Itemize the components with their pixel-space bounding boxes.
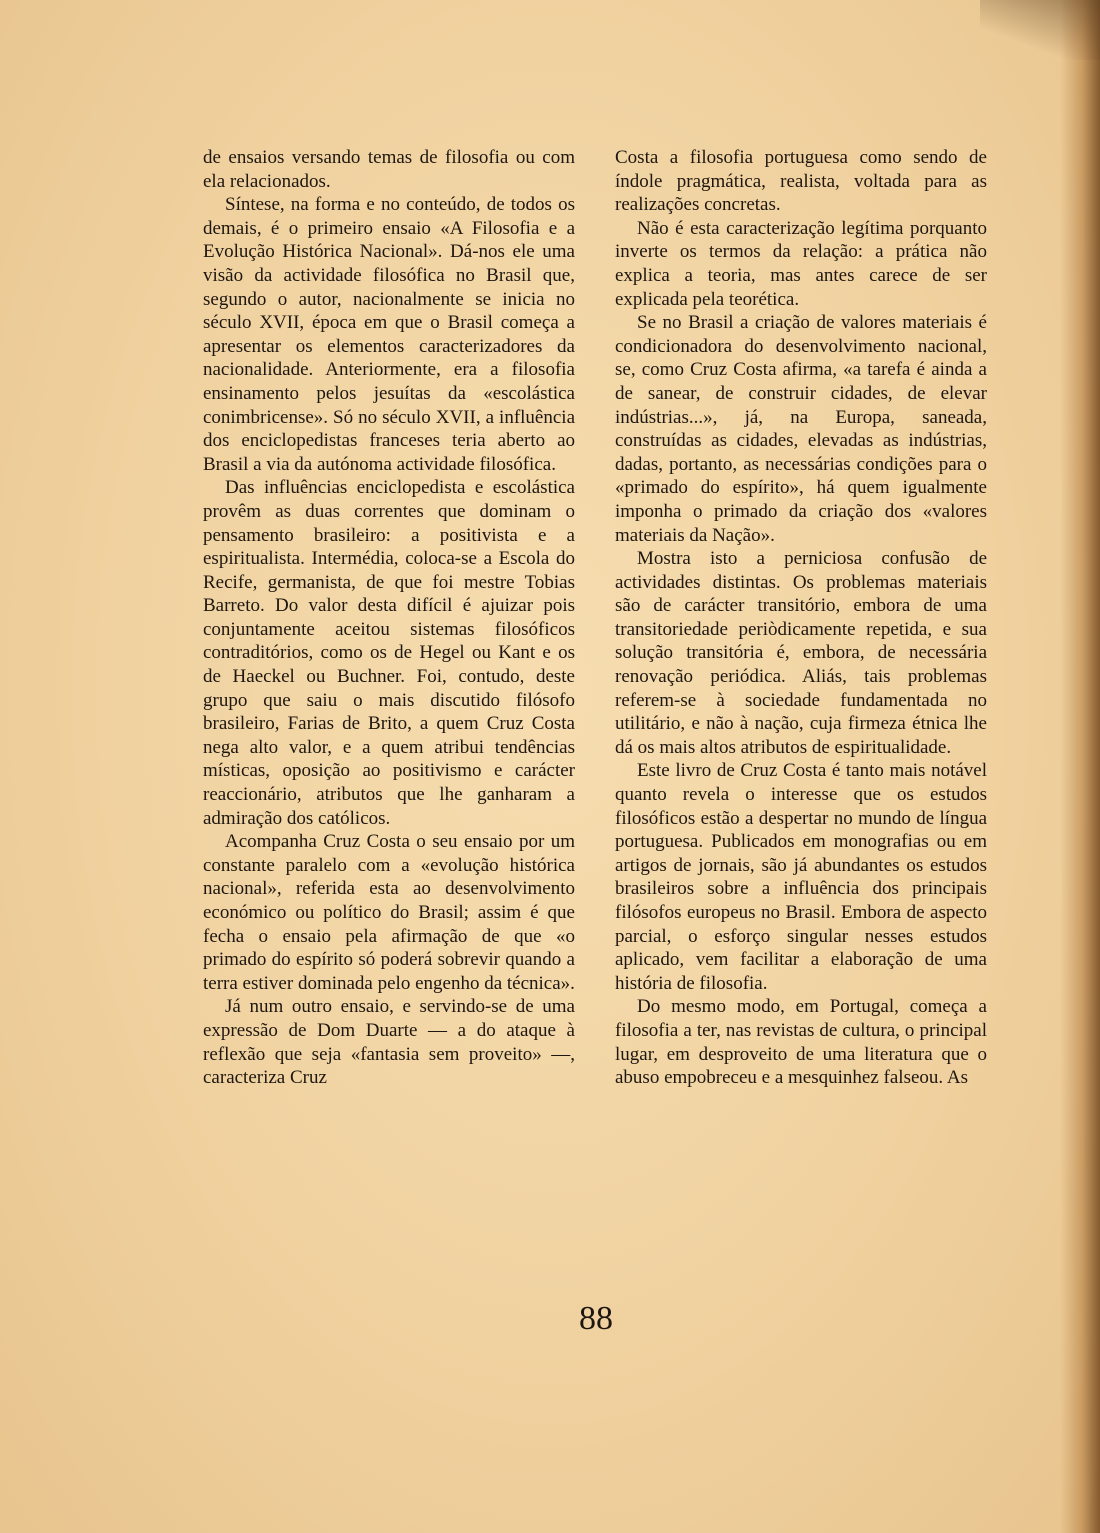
paragraph: Já num outro ensaio, e servindo-se de uma expressão de Dom Duarte — a do ataque à reflexão que seja «fantasia sem proveito» —, caracteriza Cruz: [203, 996, 575, 1089]
paragraph: Costa a filosofia portuguesa como sendo de índole pragmática, realista, voltada para as realizações concretas.: [615, 147, 987, 216]
paragraph: Não é esta caracterização legítima porquanto inverte os termos da relação: a prática não explica a teoria, mas antes carece de ser explicada pela teorética.: [615, 217, 987, 310]
paragraph: Do mesmo modo, em Portugal, começa a filosofia a ter, nas revistas de cultura, o principal lugar, em desproveito de uma literatura que o abuso empobreceu e a mesquinhez falseou. As: [615, 996, 987, 1089]
paragraph: Se no Brasil a criação de valores materiais é condicionadora do desenvolvimento nacional, se, como Cruz Costa afirma, «a tarefa é ainda a de sanear, de construir cidades, de elevar indústrias...», já, na Europa, saneada, construídas as cidades, elevadas as indústrias, dadas, portanto, as necessárias condições para o «primado do espírito», há quem igualmente imponha o primado da criação dos «valores materiais da Nação».: [615, 312, 987, 546]
right-text-column: [615, 146, 987, 1090]
paragraph: Acompanha Cruz Costa o seu ensaio por um constante paralelo com a «evolução histórica nacional», referida esta ao desenvolvimento económico ou político do Brasil; assim é que fecha o ensaio pela afirmação de que «o primado do espírito só poderá sobrevir quando a terra estiver dominada pelo engenho da técnica».: [203, 831, 575, 994]
page-number: 88: [579, 1300, 613, 1337]
paragraph: Síntese, na forma e no conteúdo, de todos os demais, é o primeiro ensaio «A Filosofia e a Evolução Histórica Nacional». Dá-nos ele uma visão da actividade filosófica no Brasil que, segundo o autor, nacionalmente se inicia no século XVII, época em que o Brasil começa a apresentar os elementos caracterizadores da nacionalidade. Anteriormente, era a filosofia ensinamento pelos jesuítas da «escolástica conimbricense». Só no século XVII, a influência dos enciclopedistas franceses teria aberto ao Brasil a via da autónoma actividade filosófica.: [203, 194, 575, 475]
left-text-column: [203, 146, 575, 1090]
page-corner-shadow: [980, 0, 1100, 60]
paragraph: Das influências enciclopedista e escolástica provêm as duas correntes que dominam o pensamento brasileiro: a positivista e a espiritualista. Intermédia, coloca-se a Escola do Recife, germanista, de que foi mestre Tobias Barreto. Do valor desta difícil é ajuizar pois conjuntamente aceitou sistemas filosóficos contraditórios, como os de Hegel ou Kant e os de Haeckel ou Buchner. Foi, contudo, deste grupo que saiu o mais discutido filósofo brasileiro, Farias de Brito, a quem Cruz Costa nega alto valor, e a quem atribui tendências místicas, oposição ao positivismo e carácter reaccionário, atributos que lhe ganharam a admiração dos católicos.: [203, 477, 575, 829]
paragraph: Mostra isto a perniciosa confusão de actividades distintas. Os problemas materiais são de carácter transitório, embora de uma transitoriedade periòdicamente repetida, e sua solução transitória é, embora, de necessária renovação periódica. Aliás, tais problemas referem-se à sociedade fundamentada no utilitário, e não à nação, cuja firmeza étnica lhe dá os mais altos atributos de espiritualidade.: [615, 548, 987, 758]
paragraph: de ensaios versando temas de filosofia ou com ela relacionados.: [203, 147, 575, 192]
paragraph: Este livro de Cruz Costa é tanto mais notável quanto revela o interesse que os estudos filosóficos estão a despertar no mundo de língua portuguesa. Publicados em monografias ou em artigos de jornais, são já abundantes os estudos brasileiros sobre a influência dos principais filósofos europeus no Brasil. Embora de aspecto parcial, o esforço singular nesses estudos aplicado, vem facilitar a elaboração de uma história de filosofia.: [615, 760, 987, 994]
